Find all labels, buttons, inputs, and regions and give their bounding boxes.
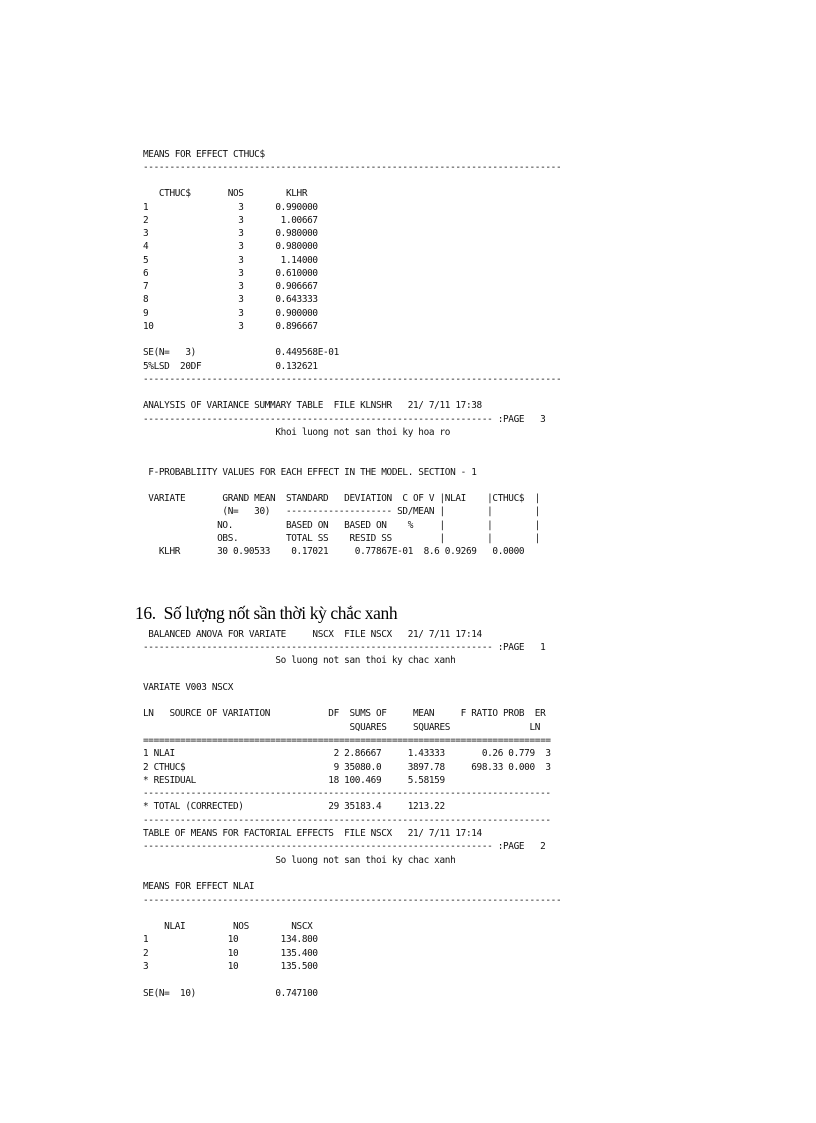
text-line: -----------------------------------------------------------------------------: [143, 788, 551, 800]
text-line: -------------------------------------------------------------------------------: [143, 161, 562, 173]
text-line: BALANCED ANOVA FOR VARIATE NSCX FILE NSCX 21/ 7/11 17:14: [143, 628, 482, 640]
text-line: NLAI NOS NSCX: [143, 921, 313, 933]
text-line: ------------------------------------------------------------------ :PAGE 1: [143, 641, 546, 653]
text-line: ANALYSIS OF VARIANCE SUMMARY TABLE FILE KLNSHR 21/ 7/11 17:38: [143, 400, 482, 412]
text-line: KLHR 30 0.90533 0.17021 0.77867E-01 8.6 0.9269 0.0000: [143, 546, 525, 557]
text-line: 3 3 0.980000: [143, 228, 318, 239]
text-line: -------------------------------------------------------------------------------: [143, 894, 562, 906]
text-line: Khoi luong not san thoi ky hoa ro: [143, 426, 451, 438]
text-line: 2 3 1.00667: [143, 214, 318, 226]
text-line: SQUARES SQUARES LN: [143, 721, 541, 733]
text-line: MEANS FOR EFFECT NLAI: [143, 881, 255, 893]
text-line: So luong not san thoi ky chac xanh: [143, 854, 456, 866]
text-line: 3 10 135.500: [143, 961, 318, 972]
text-line: ------------------------------------------------------------------ :PAGE 3: [143, 413, 546, 425]
text-line: TABLE OF MEANS FOR FACTORIAL EFFECTS FILE NSCX 21/ 7/11 17:14: [143, 828, 482, 839]
text-line: =============================================================================: [143, 734, 551, 746]
text-line: 1 10 134.800: [143, 934, 318, 946]
text-line: VARIATE V003 NSCX: [143, 681, 234, 693]
text-line: OBS. TOTAL SS RESID SS | | |: [143, 532, 541, 544]
text-line: 5%LSD 20DF 0.132621: [143, 360, 318, 372]
text-line: * RESIDUAL 18 100.469 5.58159: [143, 774, 445, 786]
text-line: LN SOURCE OF VARIATION DF SUMS OF MEAN F RATIO PROB ER: [143, 708, 546, 720]
text-line: -----------------------------------------------------------------------------: [143, 814, 551, 826]
text-line: 8 3 0.643333: [143, 294, 318, 306]
text-line: ------------------------------------------------------------------ :PAGE 2: [143, 841, 546, 853]
text-line: SE(N= 10) 0.747100: [143, 987, 318, 999]
text-line: 10 3 0.896667: [143, 320, 318, 332]
text-line: -------------------------------------------------------------------------------: [143, 373, 562, 385]
text-line: 4 3 0.980000: [143, 241, 318, 253]
text-line: So luong not san thoi ky chac xanh: [143, 655, 456, 667]
text-line: 2 10 135.400: [143, 947, 318, 959]
text-line: 9 3 0.900000: [143, 307, 318, 319]
section-heading: 16. Số lượng nốt sần thời kỳ chắc xanh: [135, 603, 398, 623]
text-line: * TOTAL (CORRECTED) 29 35183.4 1213.22: [143, 801, 445, 813]
text-line: (N= 30) -------------------- SD/MEAN | | |: [143, 506, 541, 518]
text-line: CTHUC$ NOS KLHR: [143, 188, 308, 200]
text-line: VARIATE GRAND MEAN STANDARD DEVIATION C OF V |NLAI |CTHUC$ |: [143, 493, 541, 504]
text-line: 6 3 0.610000: [143, 267, 318, 279]
text-line: SE(N= 3) 0.449568E-01: [143, 347, 339, 359]
text-line: 5 3 1.14000: [143, 254, 318, 266]
text-line: NO. BASED ON BASED ON % | | |: [143, 519, 541, 531]
text-line: MEANS FOR EFFECT CTHUC$: [143, 148, 265, 160]
text-line: 7 3 0.906667: [143, 281, 318, 292]
text-line: 2 CTHUC$ 9 35080.0 3897.78 698.33 0.000 3: [143, 761, 551, 773]
text-line: 1 NLAI 2 2.86667 1.43333 0.26 0.779 3: [143, 748, 551, 760]
text-line: 1 3 0.990000: [143, 201, 318, 213]
text-line: F-PROBABLIITY VALUES FOR EACH EFFECT IN THE MODEL. SECTION - 1: [143, 466, 477, 478]
